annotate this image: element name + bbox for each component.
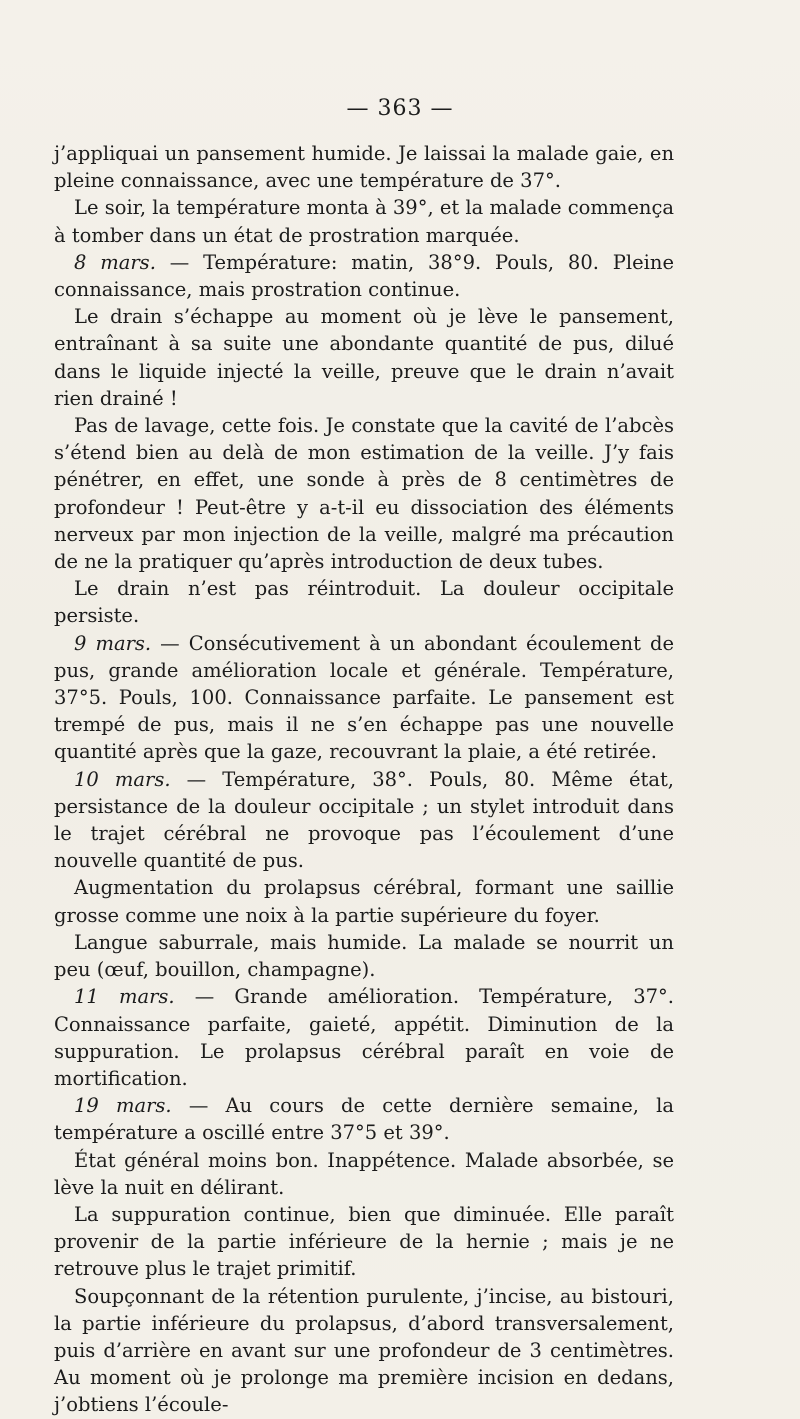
paragraph-1 bbox=[54, 140, 674, 194]
paragraph-3 bbox=[54, 249, 674, 303]
paragraph-text: — Au cours de cette dernière semaine, la température a oscillé entre 37°5 et 39°. bbox=[54, 1094, 675, 1145]
paragraph-text: — Consécutivement à un abondant écoulement de pus, grande amélioration locale et générale. Température, 37°5. Pouls, 100. Connaissance parfaite. Le pansement est trempé de pus, mais il ne s’en échappe pas une nouvelle quantité après que la gaze, recouvrant la plaie, a été retirée. bbox=[54, 631, 674, 764]
paragraph-text: — Grande amélioration. Température, 37°. Connaissance parfaite, gaieté, appétit. Diminution de la suppuration. Le prolapsus cérébral paraît en voie de mortification. bbox=[54, 985, 675, 1090]
paragraph-text: Pas de lavage, cette fois. Je constate que la cavité de l’abcès s’étend bien au delà de mon estimation de la veille. J’y fais pénétrer, en effet, une sonde à près de 8 centimètres de profondeur ! Peut-être y a-t-il eu dissociation des éléments nerveux par mon injection de la veille, malgré ma précaution de ne la pratiquer qu’après introduction de deux tubes. bbox=[54, 414, 674, 574]
paragraph-8 bbox=[54, 766, 674, 875]
paragraph-text: État général moins bon. Inappétence. Malade absorbée, se lève la nuit en délirant. bbox=[54, 1148, 674, 1199]
paragraph-13 bbox=[54, 1147, 674, 1201]
page-number: — 363 — bbox=[346, 96, 454, 121]
paragraph-text: j’appliquai un pansement humide. Je laissai la malade gaie, en pleine connaissance, avec une température de 37°. bbox=[54, 142, 674, 193]
paragraph-4 bbox=[54, 303, 674, 412]
paragraph-9 bbox=[54, 874, 674, 928]
paragraph-15 bbox=[54, 1283, 674, 1419]
paragraph-text: La suppuration continue, bien que diminuée. Elle paraît provenir de la partie inférieure de la hernie ; mais je ne retrouve plus le trajet primitif. bbox=[54, 1202, 674, 1281]
paragraph-text: — Température, 38°. Pouls, 80. Même état, persistance de la douleur occipitale ; un stylet introduit dans le trajet cérébral ne provoque pas l’écoulement d’une nouvelle quantité de pus. bbox=[54, 767, 674, 873]
paragraph-text: Soupçonnant de la rétention purulente, j’incise, au bistouri, la partie inférieure du prolapsus, d’abord transversalement, puis d’arrière en avant sur une profondeur de 3 centimètres. Au moment où je prolonge ma première incision en dedans, j’obtiens l’écoule- bbox=[54, 1284, 674, 1417]
entry-date: 10 mars. bbox=[74, 767, 171, 791]
paragraph-text: Le drain n’est pas réintroduit. La douleur occipitale persiste. bbox=[54, 577, 674, 628]
paragraph-text: Le soir, la température monta à 39°, et la malade commença à tomber dans un état de prostration marquée. bbox=[54, 196, 674, 247]
paragraph-text: — Température: matin, 38°9. Pouls, 80. Pleine connaissance, mais prostration continue. bbox=[54, 250, 675, 302]
paragraph-11 bbox=[54, 983, 674, 1092]
paragraph-7 bbox=[54, 630, 674, 766]
paragraph-12 bbox=[54, 1092, 674, 1146]
paragraph-2 bbox=[54, 194, 674, 248]
paragraph-6 bbox=[54, 575, 674, 629]
entry-date: 11 mars. bbox=[74, 985, 175, 1009]
paragraph-10 bbox=[54, 929, 674, 983]
paragraph-text: Le drain s’échappe au moment où je lève le pansement, entraînant à sa suite une abondante quantité de pus, dilué dans le liquide injecté la veille, preuve que le drain n’avait rien drainé ! bbox=[54, 305, 674, 410]
paragraph-text: Augmentation du prolapsus cérébral, formant une saillie grosse comme une noix à la partie supérieure du foyer. bbox=[54, 876, 674, 927]
paragraph-5 bbox=[54, 412, 674, 575]
entry-date: 19 mars. bbox=[74, 1094, 172, 1118]
entry-date: 9 mars. bbox=[74, 631, 152, 655]
text-body bbox=[54, 140, 674, 1419]
paragraph-text: Langue saburrale, mais humide. La malade se nourrit un peu (œuf, bouillon, champagne). bbox=[54, 930, 674, 982]
entry-date: 8 mars. bbox=[74, 250, 156, 274]
paragraph-14 bbox=[54, 1201, 674, 1283]
